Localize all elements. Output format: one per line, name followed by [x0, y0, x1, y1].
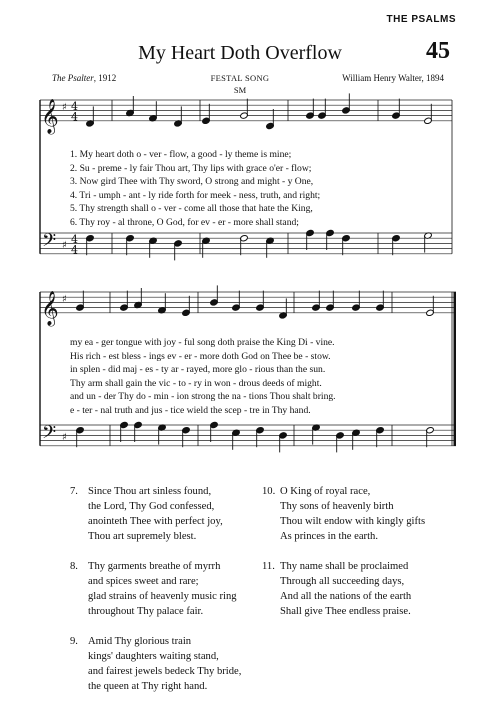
verse-line — [70, 499, 241, 514]
text-source: The Psalter, 1912 — [52, 73, 117, 83]
verse-line — [262, 559, 425, 574]
verse-line — [70, 664, 241, 679]
verse-stanza — [70, 634, 241, 694]
verse-line — [262, 574, 425, 589]
composer: William Henry Walter, 1894 — [342, 73, 444, 83]
verse-line — [262, 589, 425, 604]
verse-number: 9. — [70, 636, 78, 647]
bass-clef: 𝄢 — [42, 230, 57, 256]
lyric-line: Thy arm shall gain the vic - to - ry in won - drous deeds of might. — [70, 377, 322, 389]
verse-text: Through all succeeding days, — [280, 576, 405, 587]
time-signature: 4 — [71, 99, 78, 113]
hymn-title: My Heart Doth Overflow — [138, 42, 342, 64]
meter: SM — [233, 85, 247, 95]
lyric-line: 3. Now gird Thee with Thy sword, O strong and might - y One, — [70, 176, 314, 188]
verse-text: Thy sons of heavenly birth — [280, 501, 394, 512]
verse-number: 11. — [262, 561, 275, 572]
verse-text: kings' daughters waiting stand, — [88, 651, 219, 662]
verse-line — [70, 484, 241, 499]
verse-text: and spices sweet and rare; — [88, 576, 199, 587]
verse-line — [70, 679, 241, 694]
verse-stanza — [70, 559, 241, 619]
lyric-line: in splen - did maj - es - ty ar - rayed, more glo - rious than the sun. — [70, 364, 326, 376]
time-signature: 4 — [71, 110, 78, 124]
verse-text: Thy name shall be proclaimed — [280, 561, 409, 572]
key-signature-sharp: ♯ — [62, 293, 67, 305]
time-signature: 4 — [71, 243, 78, 257]
verse-text: throughout Thy palace fair. — [88, 606, 204, 617]
verse-text: and fairest jewels bedeck Thy bride, — [88, 666, 242, 677]
bass-clef: 𝄢 — [42, 422, 57, 448]
lyric-line: e - ter - nal truth and jus - tice wield the scep - tre in Thy hand. — [70, 405, 311, 416]
lyric-line: 4. Tri - umph - ant - ly ride forth for meek - ness, truth, and right; — [70, 189, 321, 201]
verse-line — [70, 604, 241, 619]
verse-line — [70, 514, 241, 529]
verse-stanza — [262, 559, 425, 619]
hymn-number: 45 — [426, 38, 450, 64]
verse-number: 7. — [70, 486, 78, 497]
verse-line — [70, 574, 241, 589]
verse-text: the queen at Thy right hand. — [88, 681, 208, 692]
verse-line — [70, 634, 241, 649]
treble-clef: 𝄞 — [41, 290, 59, 326]
verse-text: As princes in the earth. — [280, 531, 378, 542]
key-signature-sharp: ♯ — [62, 432, 67, 444]
verse-text: the Lord, Thy God confessed, — [88, 501, 215, 512]
verse-line — [262, 604, 425, 619]
verse-text: Thou art supremely blest. — [88, 531, 197, 542]
verse-text: And all the nations of the earth — [280, 591, 412, 602]
verse-text: anointeth Thee with perfect joy, — [88, 516, 223, 527]
verse-text: Since Thou art sinless found, — [88, 486, 212, 497]
lyric-line: my ea - ger tongue with joy - ful song doth praise the King Di - vine. — [70, 337, 335, 348]
verses-left-column — [70, 484, 241, 709]
lyric-line: 1. My heart doth o - ver - flow, a good - ly theme is mine; — [70, 149, 292, 160]
verse-line — [70, 529, 241, 544]
lyric-line: and un - der Thy do - min - ion strong the na - tions Thou shalt bring. — [70, 391, 336, 403]
verse-line — [70, 559, 241, 574]
key-signature-sharp: ♯ — [62, 101, 67, 113]
verse-stanza — [70, 484, 241, 544]
section-label: THE PSALMS — [386, 14, 456, 25]
verses-right-column — [262, 484, 425, 634]
tune-name: FESTAL SONG — [210, 73, 270, 83]
verse-line — [262, 514, 425, 529]
verse-text: Amid Thy glorious train — [88, 636, 192, 647]
verse-text: glad strains of heavenly music ring — [88, 591, 237, 602]
verse-text: O King of royal race, — [280, 486, 371, 497]
verse-text: Thou wilt endow with kingly gifts — [280, 516, 426, 527]
verse-text: Thy garments breathe of myrrh — [88, 561, 221, 572]
lyric-line: 6. Thy roy - al throne, O God, for ev - er - more shall stand; — [70, 217, 299, 228]
treble-clef: 𝄞 — [41, 98, 59, 134]
verse-line — [70, 589, 241, 604]
verse-text: Shall give Thee endless praise. — [280, 606, 411, 617]
verse-line — [70, 649, 241, 664]
verse-line — [262, 484, 425, 499]
verse-stanza — [262, 484, 425, 544]
time-signature: 4 — [71, 232, 78, 246]
lyric-line: 5. Thy strength shall o - ver - come all those that hate the King, — [70, 203, 313, 215]
lyric-line: 2. Su - preme - ly fair Thou art, Thy lips with grace o'er - flow; — [70, 162, 312, 174]
verse-line — [262, 529, 425, 544]
verse-number: 10. — [262, 486, 276, 497]
verse-line — [262, 499, 425, 514]
key-signature-sharp: ♯ — [62, 240, 67, 252]
verse-number: 8. — [70, 561, 78, 572]
lyric-line: His rich - est bless - ings ev - er - more doth God on Thee be - stow. — [70, 350, 331, 362]
